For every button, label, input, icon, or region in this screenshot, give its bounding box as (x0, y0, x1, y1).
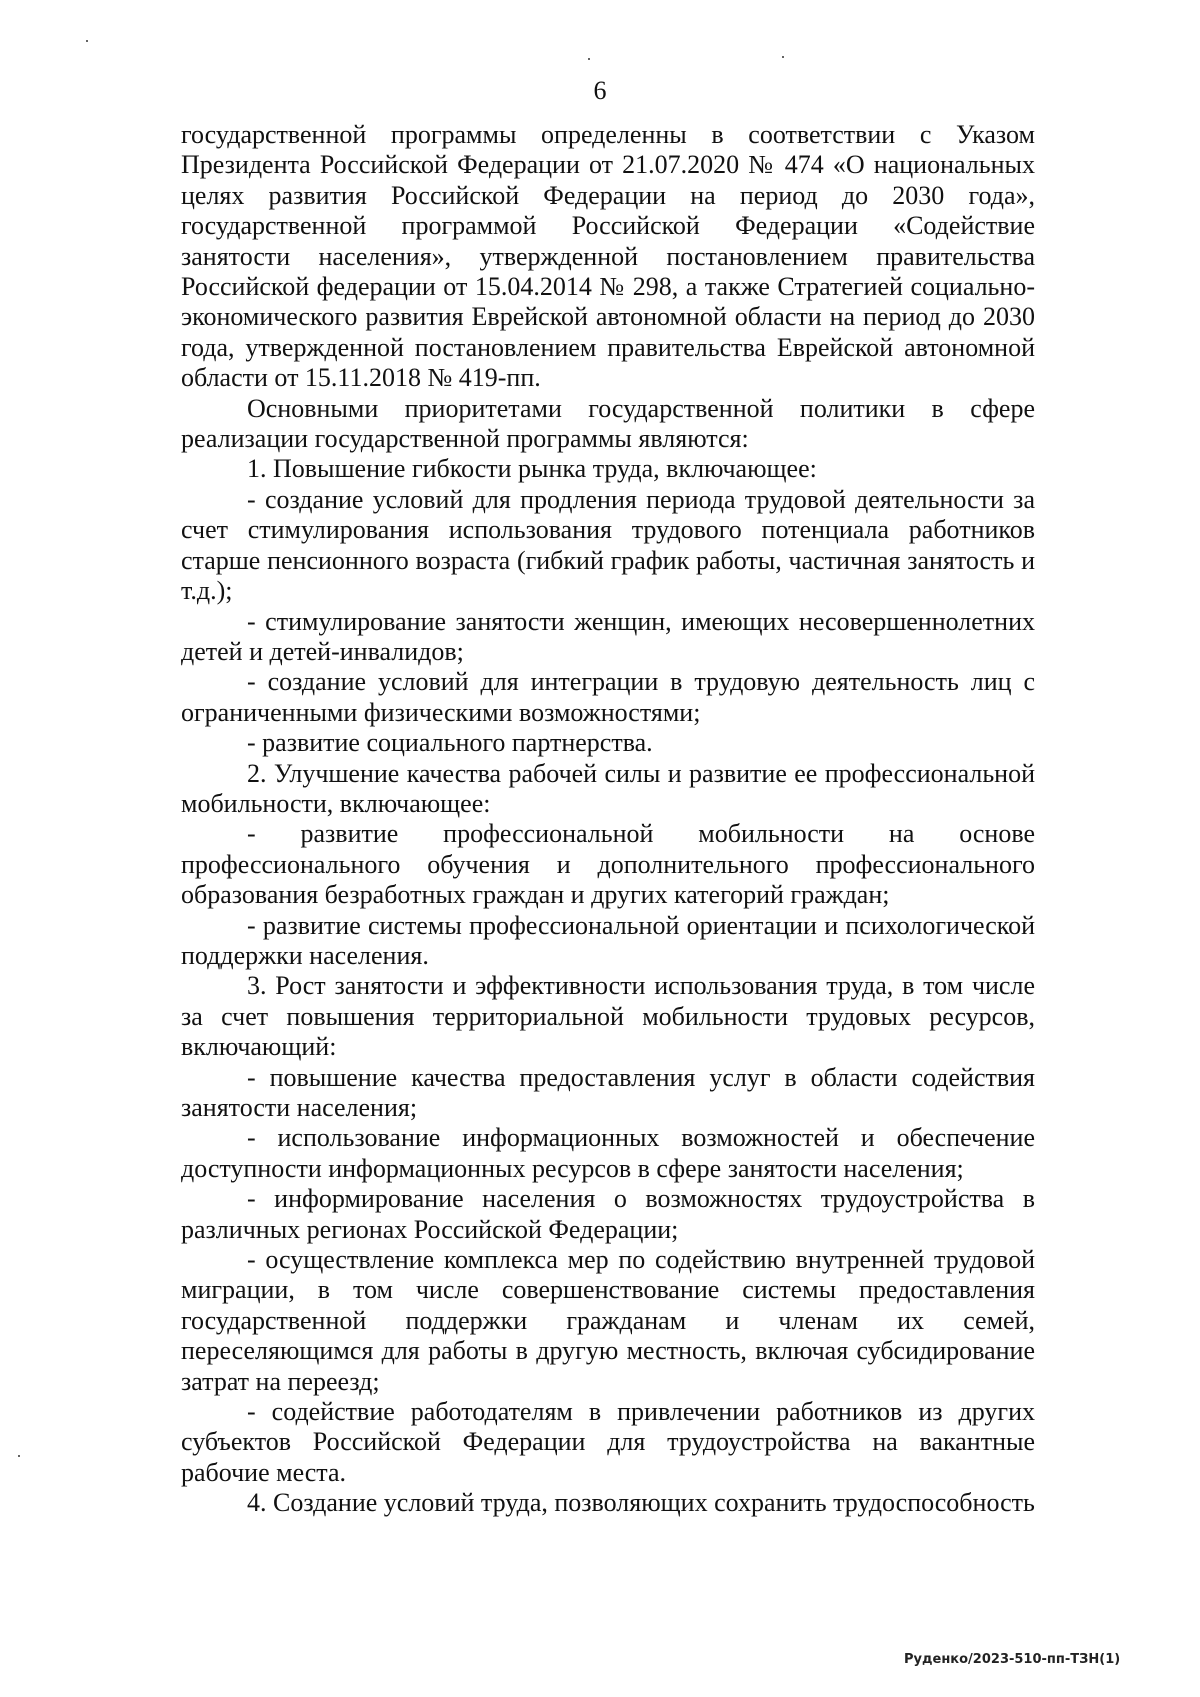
paragraph-item-2: 2. Улучшение качества рабочей силы и развитие ее профессиональной мобильности, включающее: (181, 758, 1035, 818)
scan-speck (782, 56, 784, 58)
paragraph-bullet: - развитие системы профессиональной ориентации и психологической поддержки населения. (181, 910, 1035, 970)
paragraph-bullet: - содействие работодателям в привлечении работников из других субъектов Российской Федерации для трудоустройства на вакантные рабочие места. (181, 1397, 1035, 1487)
paragraph-bullet: - развитие социального партнерства. (247, 728, 653, 758)
paragraph-priorities: Основными приоритетами государственной политики в сфере реализации государственной программы являются: (181, 393, 1035, 454)
paragraph-bullet: - развитие профессиональной мобильности на основе профессионального обучения и дополнительного профессионального образования безработных граждан и других категорий граждан; (181, 819, 1035, 910)
scan-speck (588, 58, 590, 60)
paragraph-bullet: - создание условий для интеграции в трудовую деятельность лиц с ограниченными физическими возможностями; (181, 667, 1035, 727)
paragraph-bullet: - осуществление комплекса мер по содействию внутренней трудовой миграции, в том числе совершенствование системы предоставления государственной поддержки гражданам и членам их семей, переселяющимся для работы в другую местность, включая субсидирование затрат на переезд; (181, 1245, 1035, 1396)
paragraph-bullet: - создание условий для продления периода трудовой деятельности за счет стимулирования использования трудового потенциала работников старше пенсионного возраста (гибкий график работы, частичная занятость и т.д.); (181, 484, 1035, 606)
paragraph-intro: государственной программы определенны в соответствии с Указом Президента Российской Федерации от 21.07.2020 № 474 «О национальных целях развития Российской Федерации на период до 2030 года», государственной программой Российской Федерации «Содействие занятости населения», утвержденной постановлением правительства Российской федерации от 15.04.2014 № 298, а также Стратегией социально-экономического развития Еврейской автономной области на период до 2030 года, утвержденной постановлением правительства Еврейской автономной области от 15.11.2018 № 419-пп. (181, 120, 1035, 393)
page-number: 6 (593, 76, 607, 105)
paragraph-bullet: - информирование населения о возможностях трудоустройства в различных регионах Российской Федерации; (181, 1184, 1035, 1244)
scan-speck (86, 40, 88, 42)
paragraph-bullet: - повышение качества предоставления услуг в области содействия занятости населения; (181, 1062, 1035, 1122)
document-reference-footer: Руденко/2023-510-пп-ТЗН(1) (904, 1652, 1121, 1667)
paragraph-item-4: 4. Создание условий труда, позволяющих сохранить трудоспособность (247, 1488, 1035, 1518)
paragraph-bullet: - стимулирование занятости женщин, имеющих несовершеннолетних детей и детей-инвалидов; (181, 606, 1035, 666)
scan-speck (18, 1455, 20, 1457)
paragraph-item-3: 3. Рост занятости и эффективности использования труда, в том числе за счет повышения территориальной мобильности трудовых ресурсов, включающий: (181, 971, 1035, 1062)
paragraph-bullet: - использование информационных возможностей и обеспечение доступности информационных ресурсов в сфере занятости населения; (181, 1123, 1035, 1183)
document-body (181, 120, 1035, 1519)
paragraph-item-1: 1. Повышение гибкости рынка труда, включающее: (247, 454, 817, 484)
